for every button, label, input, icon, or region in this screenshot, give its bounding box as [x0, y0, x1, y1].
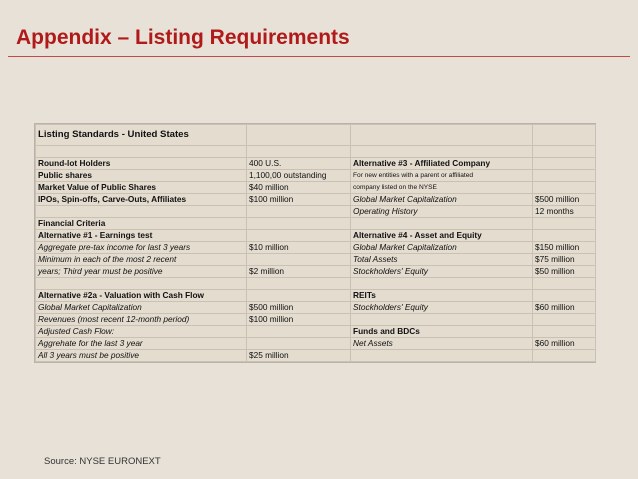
table-cell: $100 million	[247, 314, 351, 326]
table-row	[36, 302, 596, 314]
table-cell: $2 million	[247, 266, 351, 278]
table-cell	[533, 218, 596, 230]
table-row	[36, 326, 596, 338]
table-row	[36, 230, 596, 242]
title-divider	[8, 56, 630, 57]
table-cell: Total Assets	[351, 254, 533, 266]
table-cell: All 3 years must be positive	[36, 350, 247, 362]
table-cell	[351, 125, 533, 146]
table-cell: REITs	[351, 290, 533, 302]
table-cell: $500 million	[533, 194, 596, 206]
table-row	[36, 194, 596, 206]
table-cell	[36, 146, 247, 158]
table-cell: $25 million	[247, 350, 351, 362]
table-cell	[36, 278, 247, 290]
table-cell: Global Market Capitalization	[36, 302, 247, 314]
table-cell	[247, 125, 351, 146]
table-cell: Alternative #2a - Valuation with Cash Flow	[36, 290, 247, 302]
table-cell	[247, 290, 351, 302]
table-cell: For new entities with a parent or affiliated	[351, 170, 533, 182]
table-cell: 1,100,00 outstanding	[247, 170, 351, 182]
table-cell: Global Market Capitalization	[351, 242, 533, 254]
table-cell: Round-lot Holders	[36, 158, 247, 170]
table-cell	[351, 278, 533, 290]
table-cell: Revenues (most recent 12-month period)	[36, 314, 247, 326]
table-cell	[533, 158, 596, 170]
table-cell: Market Value of Public Shares	[36, 182, 247, 194]
table-row	[36, 266, 596, 278]
table-cell	[351, 350, 533, 362]
table-cell	[533, 350, 596, 362]
table-cell: IPOs, Spin-offs, Carve-Outs, Affiliates	[36, 194, 247, 206]
table-row	[36, 182, 596, 194]
table-cell	[351, 314, 533, 326]
table-cell: Adjusted Cash Flow:	[36, 326, 247, 338]
table-row	[36, 338, 596, 350]
table-row	[36, 242, 596, 254]
table-cell: Listing Standards - United States	[36, 125, 247, 146]
table-cell: Stockholders' Equity	[351, 302, 533, 314]
table-cell	[533, 326, 596, 338]
table-cell: $10 million	[247, 242, 351, 254]
table-cell: $150 million	[533, 242, 596, 254]
table-row	[36, 218, 596, 230]
table-cell: Stockholders' Equity	[351, 266, 533, 278]
table-cell: $75 million	[533, 254, 596, 266]
table-cell: Financial Criteria	[36, 218, 247, 230]
table-cell: Public shares	[36, 170, 247, 182]
table-row	[36, 254, 596, 266]
slide-title: Appendix – Listing Requirements	[16, 26, 350, 49]
table-row	[36, 278, 596, 290]
table-cell	[533, 182, 596, 194]
table-row	[36, 290, 596, 302]
table-cell: 12 months	[533, 206, 596, 218]
table-cell: Global Market Capitalization	[351, 194, 533, 206]
table-cell: Funds and BDCs	[351, 326, 533, 338]
table-cell: $100 million	[247, 194, 351, 206]
table-cell	[247, 146, 351, 158]
table-cell	[351, 146, 533, 158]
table-cell: Operating History	[351, 206, 533, 218]
table-cell	[533, 146, 596, 158]
table-cell: Minimum in each of the most 2 recent	[36, 254, 247, 266]
table-cell	[533, 278, 596, 290]
table-row	[36, 206, 596, 218]
table-cell: 400 U.S.	[247, 158, 351, 170]
table-cell: Alternative #3 - Affiliated Company	[351, 158, 533, 170]
table-cell	[247, 254, 351, 266]
table-cell	[247, 230, 351, 242]
table-row	[36, 170, 596, 182]
table-cell	[533, 314, 596, 326]
table-cell: Aggregate pre-tax income for last 3 years	[36, 242, 247, 254]
table-cell: Alternative #4 - Asset and Equity	[351, 230, 533, 242]
table-cell	[247, 218, 351, 230]
table-cell	[533, 125, 596, 146]
table-row	[36, 314, 596, 326]
table-cell: $40 million	[247, 182, 351, 194]
table-cell: $500 million	[247, 302, 351, 314]
table-cell: Aggrehate for the last 3 year	[36, 338, 247, 350]
table-row	[36, 158, 596, 170]
table-cell: Alternative #1 - Earnings test	[36, 230, 247, 242]
table-cell: Net Assets	[351, 338, 533, 350]
table-cell	[533, 230, 596, 242]
table-cell	[247, 206, 351, 218]
source-note: Source: NYSE EURONEXT	[44, 456, 161, 467]
table-cell	[36, 206, 247, 218]
table-cell: $50 million	[533, 266, 596, 278]
table-cell: years; Third year must be positive	[36, 266, 247, 278]
table-cell	[533, 170, 596, 182]
table-cell	[247, 326, 351, 338]
table-cell	[247, 338, 351, 350]
table-cell	[533, 290, 596, 302]
table-row	[36, 125, 596, 146]
table-cell: company listed on the NYSE	[351, 182, 533, 194]
table-cell	[247, 278, 351, 290]
table-row	[36, 146, 596, 158]
table-cell	[351, 218, 533, 230]
table-row	[36, 350, 596, 362]
listing-requirements-table	[34, 123, 596, 363]
table-cell: $60 million	[533, 338, 596, 350]
table-cell: $60 million	[533, 302, 596, 314]
